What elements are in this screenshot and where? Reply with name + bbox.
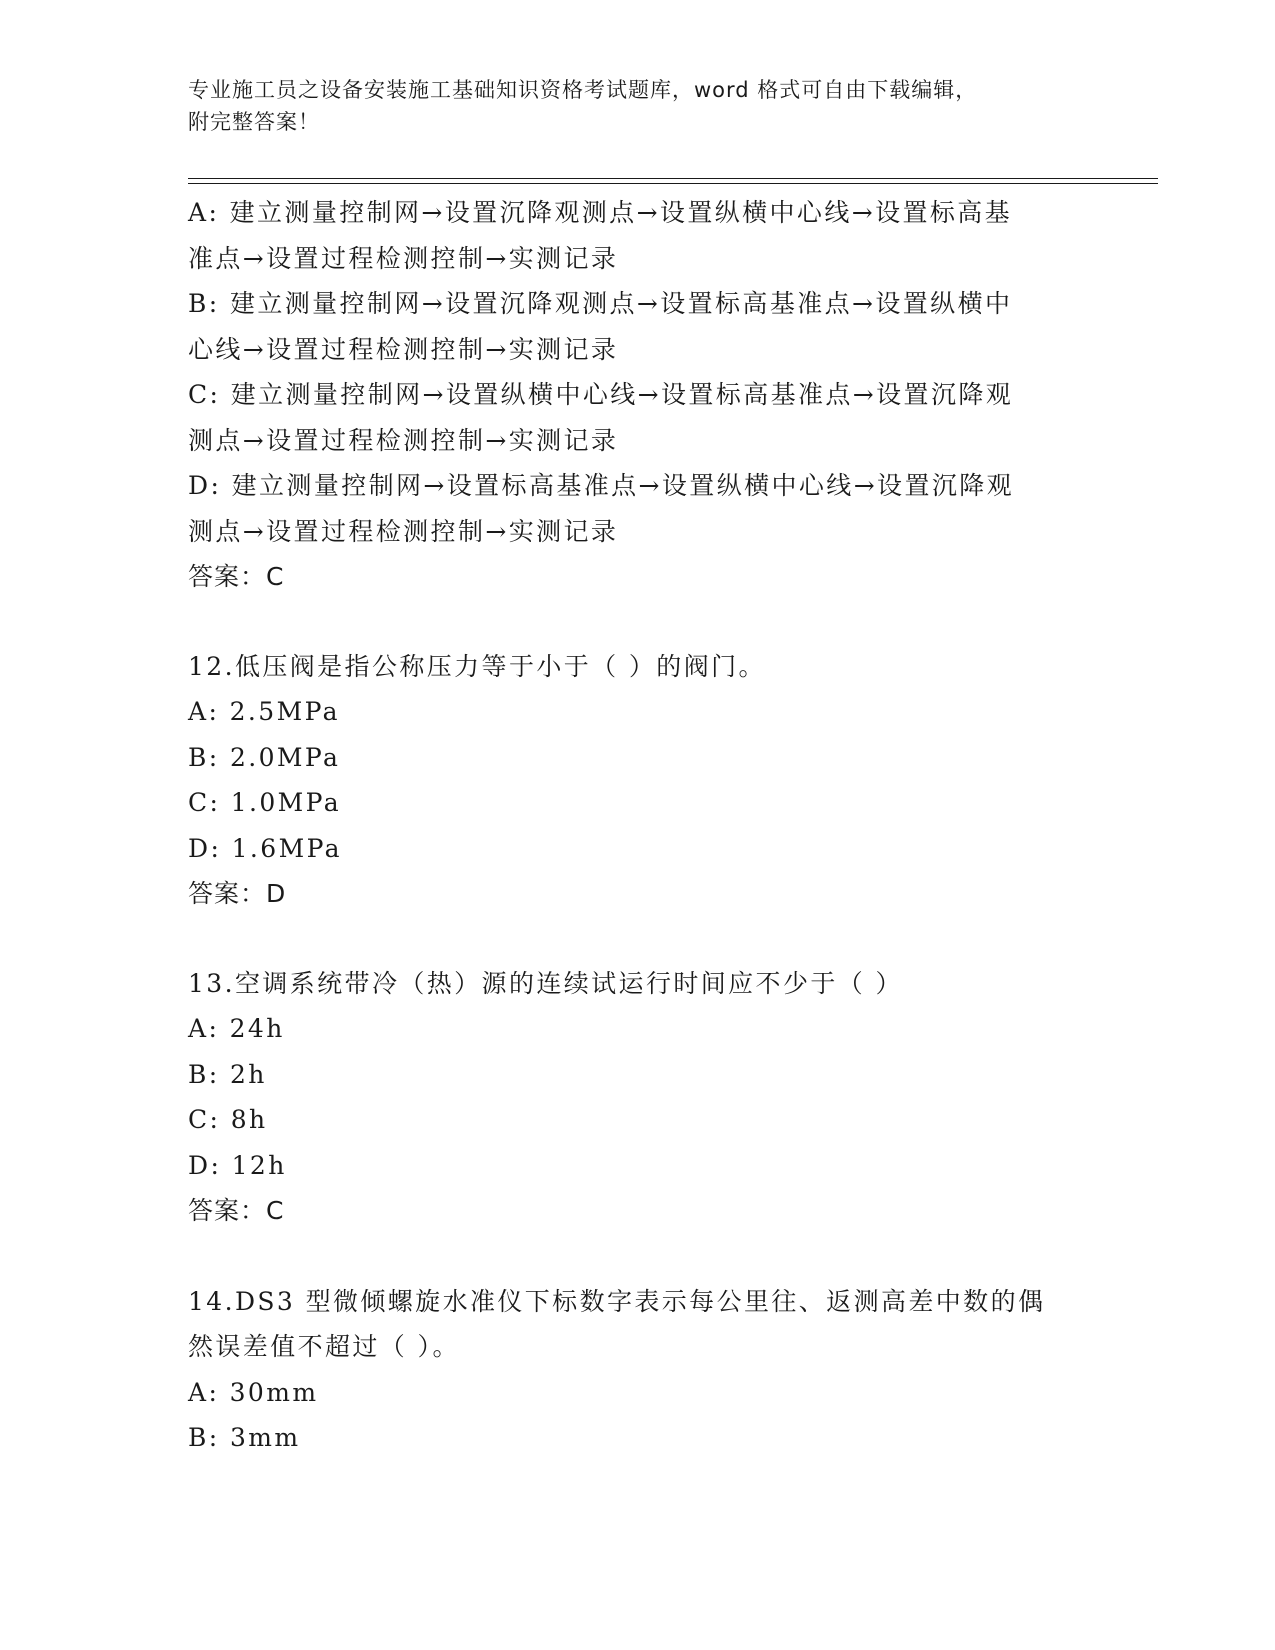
header-line-1: 专业施工员之设备安装施工基础知识资格考试题库，word 格式可自由下载编辑， — [188, 78, 978, 102]
option-a-line-2: 准点→设置过程检测控制→实测记录 — [188, 243, 619, 273]
option-b: B: 2.0MPa — [188, 742, 341, 772]
option-d-line-1: D: 建立测量控制网→设置标高基准点→设置纵横中心线→设置沉降观 — [188, 471, 1015, 500]
option-a: A: 2.5MPa — [188, 697, 340, 726]
spacer — [188, 1234, 1088, 1279]
question-14 — [188, 1279, 1088, 1461]
spacer — [188, 917, 1088, 961]
option-b: B: 3mm — [188, 1423, 301, 1452]
option-c: C: 1.0MPa — [188, 788, 342, 817]
question-text: 12.低压阀是指公称压力等于小于（ ）的阀门。 — [188, 651, 766, 681]
question-text-line-2: 然误差值不超过（ ）。 — [188, 1332, 460, 1361]
option-a: A: 30mm — [188, 1377, 319, 1407]
question-text: 13.空调系统带冷（热）源的连续试运行时间应不少于（ ） — [188, 968, 903, 998]
option-a-line-1: A: 建立测量控制网→设置沉降观测点→设置纵横中心线→设置标高基 — [188, 198, 1013, 227]
option-b: B: 2h — [188, 1059, 267, 1089]
header-divider-top — [188, 178, 1158, 179]
spacer — [188, 600, 1088, 644]
question-content — [188, 190, 1088, 1461]
option-d-line-2: 测点→设置过程检测控制→实测记录 — [188, 516, 619, 546]
option-b-line-1: B: 建立测量控制网→设置沉降观测点→设置标高基准点→设置纵横中 — [188, 289, 1013, 318]
header-line-2: 附完整答案！ — [188, 110, 320, 134]
question-12 — [188, 644, 1088, 917]
option-d: D: 1.6MPa — [188, 833, 342, 863]
document-header — [188, 74, 1068, 138]
question-text-line-1: 14.DS3 型微倾螺旋水准仪下标数字表示每公里往、返测高差中数的偶 — [188, 1286, 1046, 1316]
answer-line: 答案：C — [188, 1196, 285, 1225]
option-c-line-1: C: 建立测量控制网→设置纵横中心线→设置标高基准点→设置沉降观 — [188, 380, 1014, 409]
option-b-line-2: 心线→设置过程检测控制→实测记录 — [188, 334, 619, 364]
option-a: A: 24h — [188, 1014, 285, 1043]
header-divider-bottom — [188, 183, 1158, 184]
question-13 — [188, 961, 1088, 1234]
option-c: C: 8h — [188, 1105, 268, 1134]
option-c-line-2: 测点→设置过程检测控制→实测记录 — [188, 425, 619, 455]
question-11-options — [188, 190, 1088, 600]
option-d: D: 12h — [188, 1150, 287, 1180]
answer-line: 答案：C — [188, 562, 285, 591]
answer-line: 答案：D — [188, 879, 287, 908]
